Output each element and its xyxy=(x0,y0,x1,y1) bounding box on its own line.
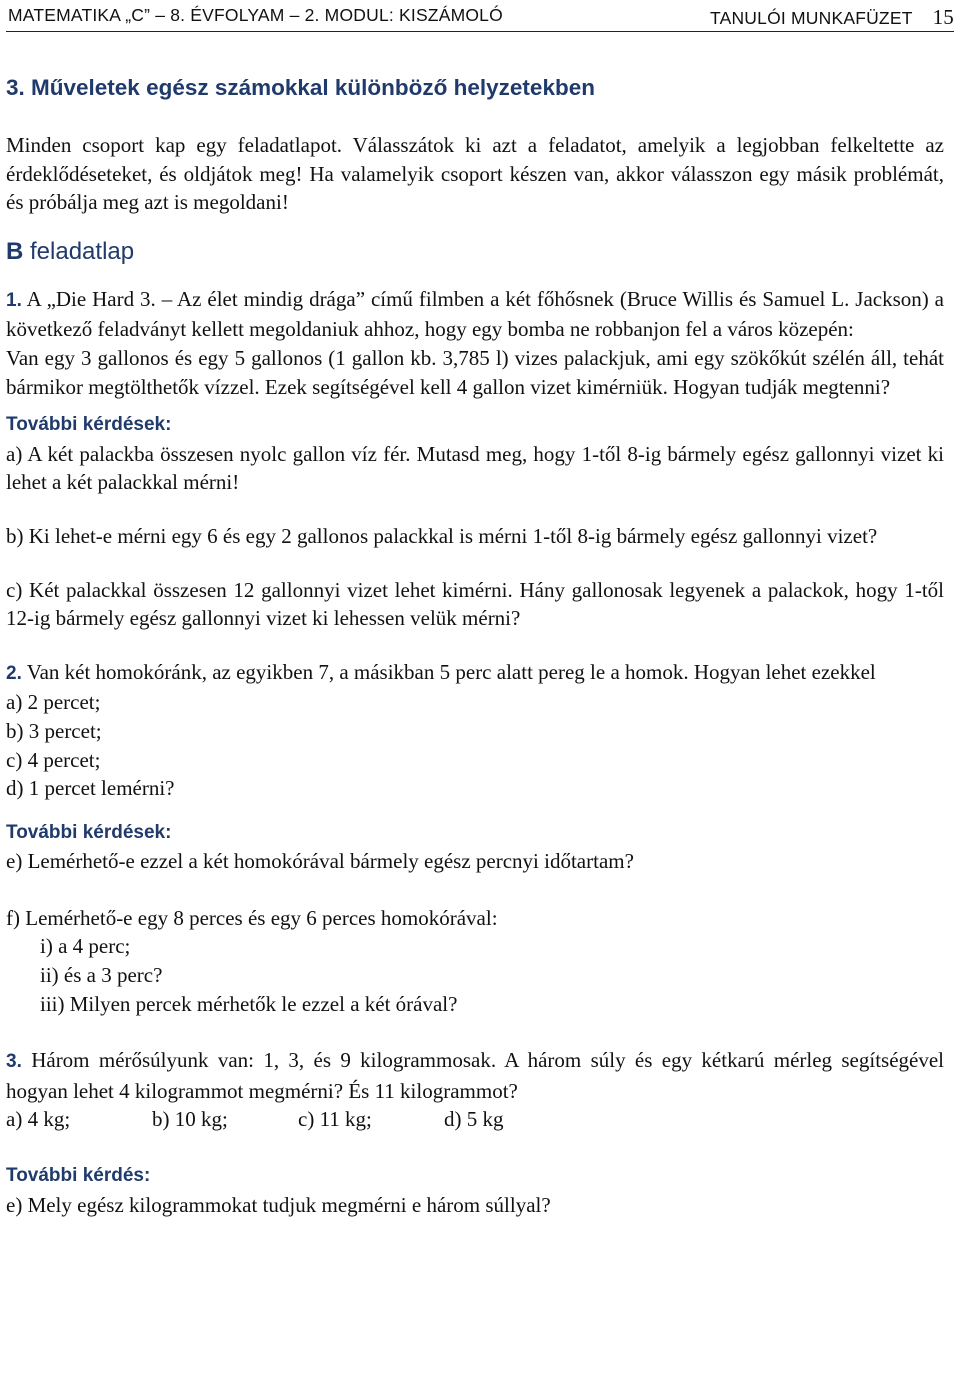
task2-question-e: e) Lemérhető-e ezzel a két homokórával bármely egész percnyi időtartam? xyxy=(6,849,634,874)
task1-text1: A „Die Hard 3. – Az élet mindig drága” című filmben a két főhősnek (Bruce Willis és Samuel L. Jackson) a következő feladványt kellett megoldaniuk ahhoz, hogy egy bomba ne robbanjon fel a város közepén: xyxy=(6,286,945,342)
task1-number: 1. xyxy=(6,289,22,311)
task3-option-b: b) 10 kg; xyxy=(152,1107,228,1132)
task1-further-heading: További kérdések: xyxy=(6,414,172,436)
page-content xyxy=(6,73,944,1219)
task2-item-c: c) 4 percet; xyxy=(6,747,101,772)
sheet-letter: B xyxy=(6,237,24,265)
sheet-label: feladatlap xyxy=(30,237,135,265)
task1-question-a: a) A két palackba összesen nyolc gallon víz fér. Mutasd meg, hogy 1-től 8-ig bármely egész gallonnyi vizet ki lehet a két palackkal mérni! xyxy=(6,441,944,495)
task2-f-item-ii: ii) és a 3 perc? xyxy=(40,963,163,988)
task2-item-a: a) 2 percet; xyxy=(6,690,101,715)
sheet-title xyxy=(6,237,944,267)
header-workbook: TANULÓI MUNKAFÜZET xyxy=(710,8,913,28)
task2-number: 2. xyxy=(6,662,22,684)
task3-text: Három mérősúlyunk van: 1, 3, és 9 kilogrammosak. A három súly és egy kétkarú mérleg segítségével hogyan lehet 4 kilogrammot megmérni? És 11 kilogrammot? xyxy=(6,1048,945,1103)
task3-option-d: d) 5 kg xyxy=(444,1107,504,1132)
header-right xyxy=(710,5,954,30)
task1-problem: Van egy 3 gallonos és egy 5 gallonos (1 gallon kb. 3,785 l) vizes palackjuk, ami egy szökőkút szélén áll, tehát bármikor megtölthetők vízzel. Ezek segítségével kell 4 gallon vizet kimérniük. Hogyan tudják megtenni? xyxy=(6,345,944,399)
intro-paragraph: Minden csoport kap egy feladatlapot. Válasszátok ki azt a feladatot, amelyik a legjobban felkeltette az érdeklődéseteket, és oldjátok meg! Ha valamelyik csoport készen van, akkor válasszon egy másik problémát, és próbálja meg azt is megoldani! xyxy=(6,133,944,215)
task2-further-heading: További kérdések: xyxy=(6,821,172,843)
task3-question-e: e) Mely egész kilogrammokat tudjuk megmérni e három súllyal? xyxy=(6,1192,551,1217)
task2-item-b: b) 3 percet; xyxy=(6,718,102,743)
page-number: 15 xyxy=(932,5,954,29)
page-header xyxy=(6,0,954,32)
task1-question-c: c) Két palackkal összesen 12 gallonnyi vizet lehet kimérni. Hány gallonosak legyenek a palackok, hogy 1-től 12-ig bármely egész gallonnyi vizet ki lehessen velük mérni? xyxy=(6,577,944,631)
header-course: MATEMATIKA „C” – 8. ÉVFOLYAM – 2. MODUL: KISZÁMOLÓ xyxy=(8,5,503,25)
section-title: 3. Műveletek egész számokkal különböző helyzetekben xyxy=(6,75,595,100)
task2-f-item-i: i) a 4 perc; xyxy=(40,934,131,959)
task3-intro xyxy=(6,1046,944,1105)
task1-question-b: b) Ki lehet-e mérni egy 6 és egy 2 gallonos palackkal is mérni 1-től 8-ig bármely egész gallonnyi vizet? xyxy=(6,523,878,548)
task3-options xyxy=(6,1105,944,1134)
task2-question-f: f) Lemérhető-e egy 8 perces és egy 6 perces homokórával: xyxy=(6,905,498,930)
task2-intro xyxy=(6,658,944,689)
task2-item-d: d) 1 percet lemérni? xyxy=(6,776,175,801)
task3-further-heading: További kérdés: xyxy=(6,1165,151,1187)
task3-option-a: a) 4 kg; xyxy=(6,1107,71,1132)
task3-option-c: c) 11 kg; xyxy=(298,1107,372,1132)
task3-number: 3. xyxy=(6,1051,22,1073)
task1-intro xyxy=(6,285,944,344)
task2-f-item-iii: iii) Milyen percek mérhetők le ezzel a két órával? xyxy=(40,991,458,1016)
task2-text: Van két homokóránk, az egyikben 7, a másikban 5 perc alatt pereg le a homok. Hogyan lehet ezekkel xyxy=(26,659,876,684)
